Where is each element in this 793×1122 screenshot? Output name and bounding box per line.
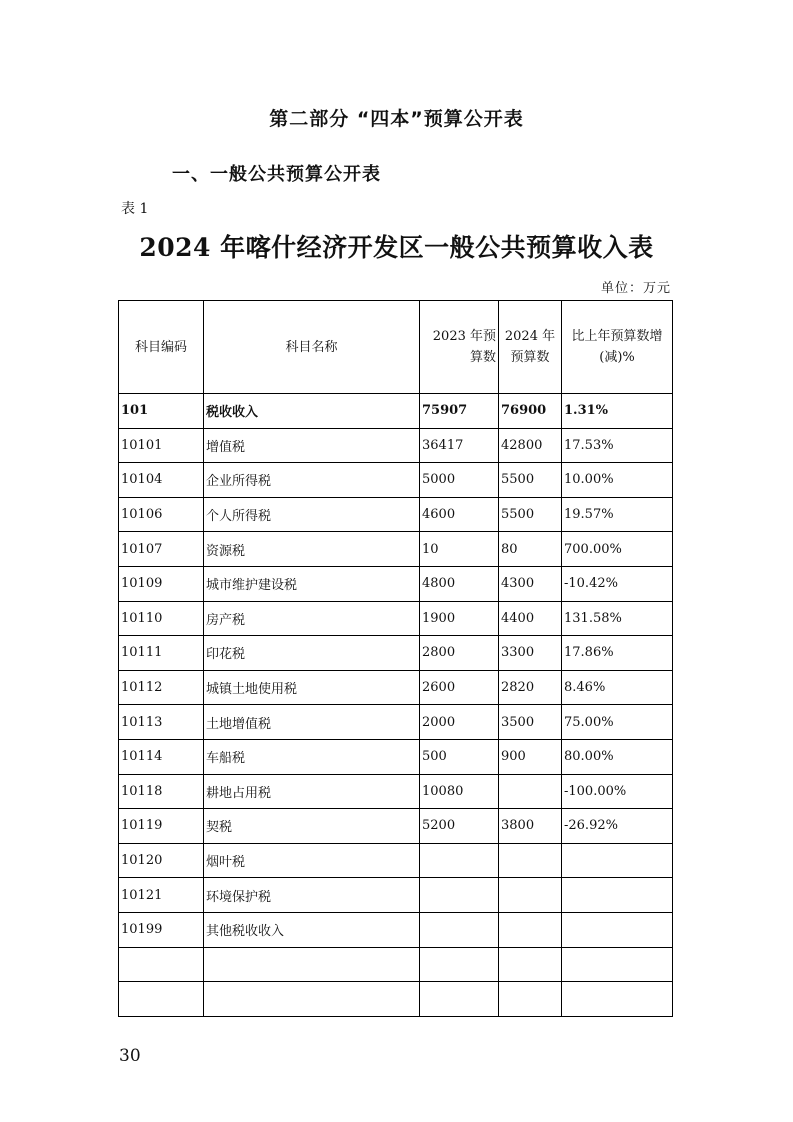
cell-change: -26.92% [562, 809, 673, 844]
cell-name: 城镇土地使用税 [204, 670, 420, 705]
table-row [119, 912, 673, 947]
cell-code: 10199 [119, 912, 204, 947]
cell-budget-2023: 4600 [420, 497, 499, 532]
cell-code: 10104 [119, 463, 204, 498]
cell-code: 10113 [119, 705, 204, 740]
cell-budget-2024: 2820 [499, 670, 562, 705]
cell-code: 10112 [119, 670, 204, 705]
cell-code [119, 947, 204, 982]
cell-change: 8.46% [562, 670, 673, 705]
cell-budget-2023: 36417 [420, 428, 499, 463]
cell-budget-2023: 2800 [420, 636, 499, 671]
header-change: 比上年预算数增(减)% [562, 301, 673, 394]
cell-code: 10118 [119, 774, 204, 809]
cell-name: 印花税 [204, 636, 420, 671]
table-header-row [119, 301, 673, 394]
cell-budget-2024 [499, 912, 562, 947]
cell-budget-2023 [420, 843, 499, 878]
section-title: 一、一般公共预算公开表 [172, 164, 381, 185]
cell-budget-2024: 5500 [499, 463, 562, 498]
cell-code [119, 982, 204, 1017]
cell-code: 10101 [119, 428, 204, 463]
cell-name: 城市维护建设税 [204, 566, 420, 601]
table-row [119, 739, 673, 774]
cell-budget-2024: 5500 [499, 497, 562, 532]
cell-name [204, 947, 420, 982]
cell-name: 房产税 [204, 601, 420, 636]
table-row [119, 947, 673, 982]
cell-name: 耕地占用税 [204, 774, 420, 809]
cell-budget-2024: 76900 [499, 394, 562, 429]
cell-budget-2023 [420, 982, 499, 1017]
header-budget-2023: 2023 年预算数 [420, 301, 499, 394]
cell-code: 10110 [119, 601, 204, 636]
table-row [119, 532, 673, 567]
cell-code: 10120 [119, 843, 204, 878]
cell-budget-2024: 3800 [499, 809, 562, 844]
cell-code: 10114 [119, 739, 204, 774]
cell-budget-2023: 4800 [420, 566, 499, 601]
cell-budget-2024 [499, 878, 562, 913]
cell-budget-2024: 900 [499, 739, 562, 774]
cell-name: 契税 [204, 809, 420, 844]
cell-name: 资源税 [204, 532, 420, 567]
table-label: 表 1 [121, 201, 149, 217]
cell-change [562, 878, 673, 913]
cell-change: 17.86% [562, 636, 673, 671]
table-row [119, 463, 673, 498]
cell-budget-2023: 5000 [420, 463, 499, 498]
table-body [119, 394, 673, 1017]
cell-name [204, 982, 420, 1017]
cell-change [562, 947, 673, 982]
cell-name: 增值税 [204, 428, 420, 463]
cell-budget-2023: 500 [420, 739, 499, 774]
cell-change: -100.00% [562, 774, 673, 809]
cell-code: 10119 [119, 809, 204, 844]
cell-change [562, 843, 673, 878]
cell-change: 19.57% [562, 497, 673, 532]
cell-budget-2023: 2000 [420, 705, 499, 740]
cell-budget-2023: 5200 [420, 809, 499, 844]
table-row [119, 982, 673, 1017]
cell-change [562, 982, 673, 1017]
cell-change: 10.00% [562, 463, 673, 498]
cell-budget-2023: 75907 [420, 394, 499, 429]
cell-budget-2023: 2600 [420, 670, 499, 705]
cell-budget-2023 [420, 878, 499, 913]
cell-budget-2023: 10080 [420, 774, 499, 809]
table-row [119, 566, 673, 601]
cell-budget-2024 [499, 843, 562, 878]
table-row [119, 497, 673, 532]
table-row [119, 601, 673, 636]
unit-label: 单位：万元 [600, 281, 671, 296]
table-row [119, 843, 673, 878]
cell-budget-2024: 42800 [499, 428, 562, 463]
cell-budget-2024 [499, 774, 562, 809]
cell-name: 个人所得税 [204, 497, 420, 532]
cell-name: 烟叶税 [204, 843, 420, 878]
part-title: 第二部分 “四本”预算公开表 [269, 108, 524, 130]
cell-name: 车船税 [204, 739, 420, 774]
cell-budget-2024 [499, 982, 562, 1017]
cell-code: 10121 [119, 878, 204, 913]
header-code: 科目编码 [119, 301, 204, 394]
table-row [119, 809, 673, 844]
cell-code: 10111 [119, 636, 204, 671]
cell-name: 环境保护税 [204, 878, 420, 913]
cell-code: 101 [119, 394, 204, 429]
header-budget-2024: 2024 年预算数 [499, 301, 562, 394]
cell-budget-2023: 10 [420, 532, 499, 567]
cell-change [562, 912, 673, 947]
table-row [119, 705, 673, 740]
cell-name: 其他税收收入 [204, 912, 420, 947]
table-row [119, 636, 673, 671]
cell-change: 17.53% [562, 428, 673, 463]
cell-budget-2024: 3300 [499, 636, 562, 671]
page-title: 2024 年喀什经济开发区一般公共预算收入表 [139, 233, 654, 262]
cell-budget-2023: 1900 [420, 601, 499, 636]
cell-budget-2023 [420, 912, 499, 947]
table-row [119, 774, 673, 809]
cell-name: 企业所得税 [204, 463, 420, 498]
cell-name: 土地增值税 [204, 705, 420, 740]
cell-code: 10109 [119, 566, 204, 601]
table-row [119, 878, 673, 913]
cell-budget-2023 [420, 947, 499, 982]
header-name: 科目名称 [204, 301, 420, 394]
cell-code: 10106 [119, 497, 204, 532]
cell-budget-2024 [499, 947, 562, 982]
cell-budget-2024: 4300 [499, 566, 562, 601]
cell-change: 80.00% [562, 739, 673, 774]
table-row [119, 394, 673, 429]
table-row [119, 428, 673, 463]
budget-revenue-table [118, 300, 673, 1017]
cell-change: 1.31% [562, 394, 673, 429]
cell-change: -10.42% [562, 566, 673, 601]
table-row [119, 670, 673, 705]
cell-code: 10107 [119, 532, 204, 567]
cell-change: 700.00% [562, 532, 673, 567]
cell-change: 131.58% [562, 601, 673, 636]
cell-budget-2024: 80 [499, 532, 562, 567]
cell-budget-2024: 4400 [499, 601, 562, 636]
cell-budget-2024: 3500 [499, 705, 562, 740]
cell-change: 75.00% [562, 705, 673, 740]
page-number: 30 [119, 1046, 141, 1066]
cell-name: 税收收入 [204, 394, 420, 429]
